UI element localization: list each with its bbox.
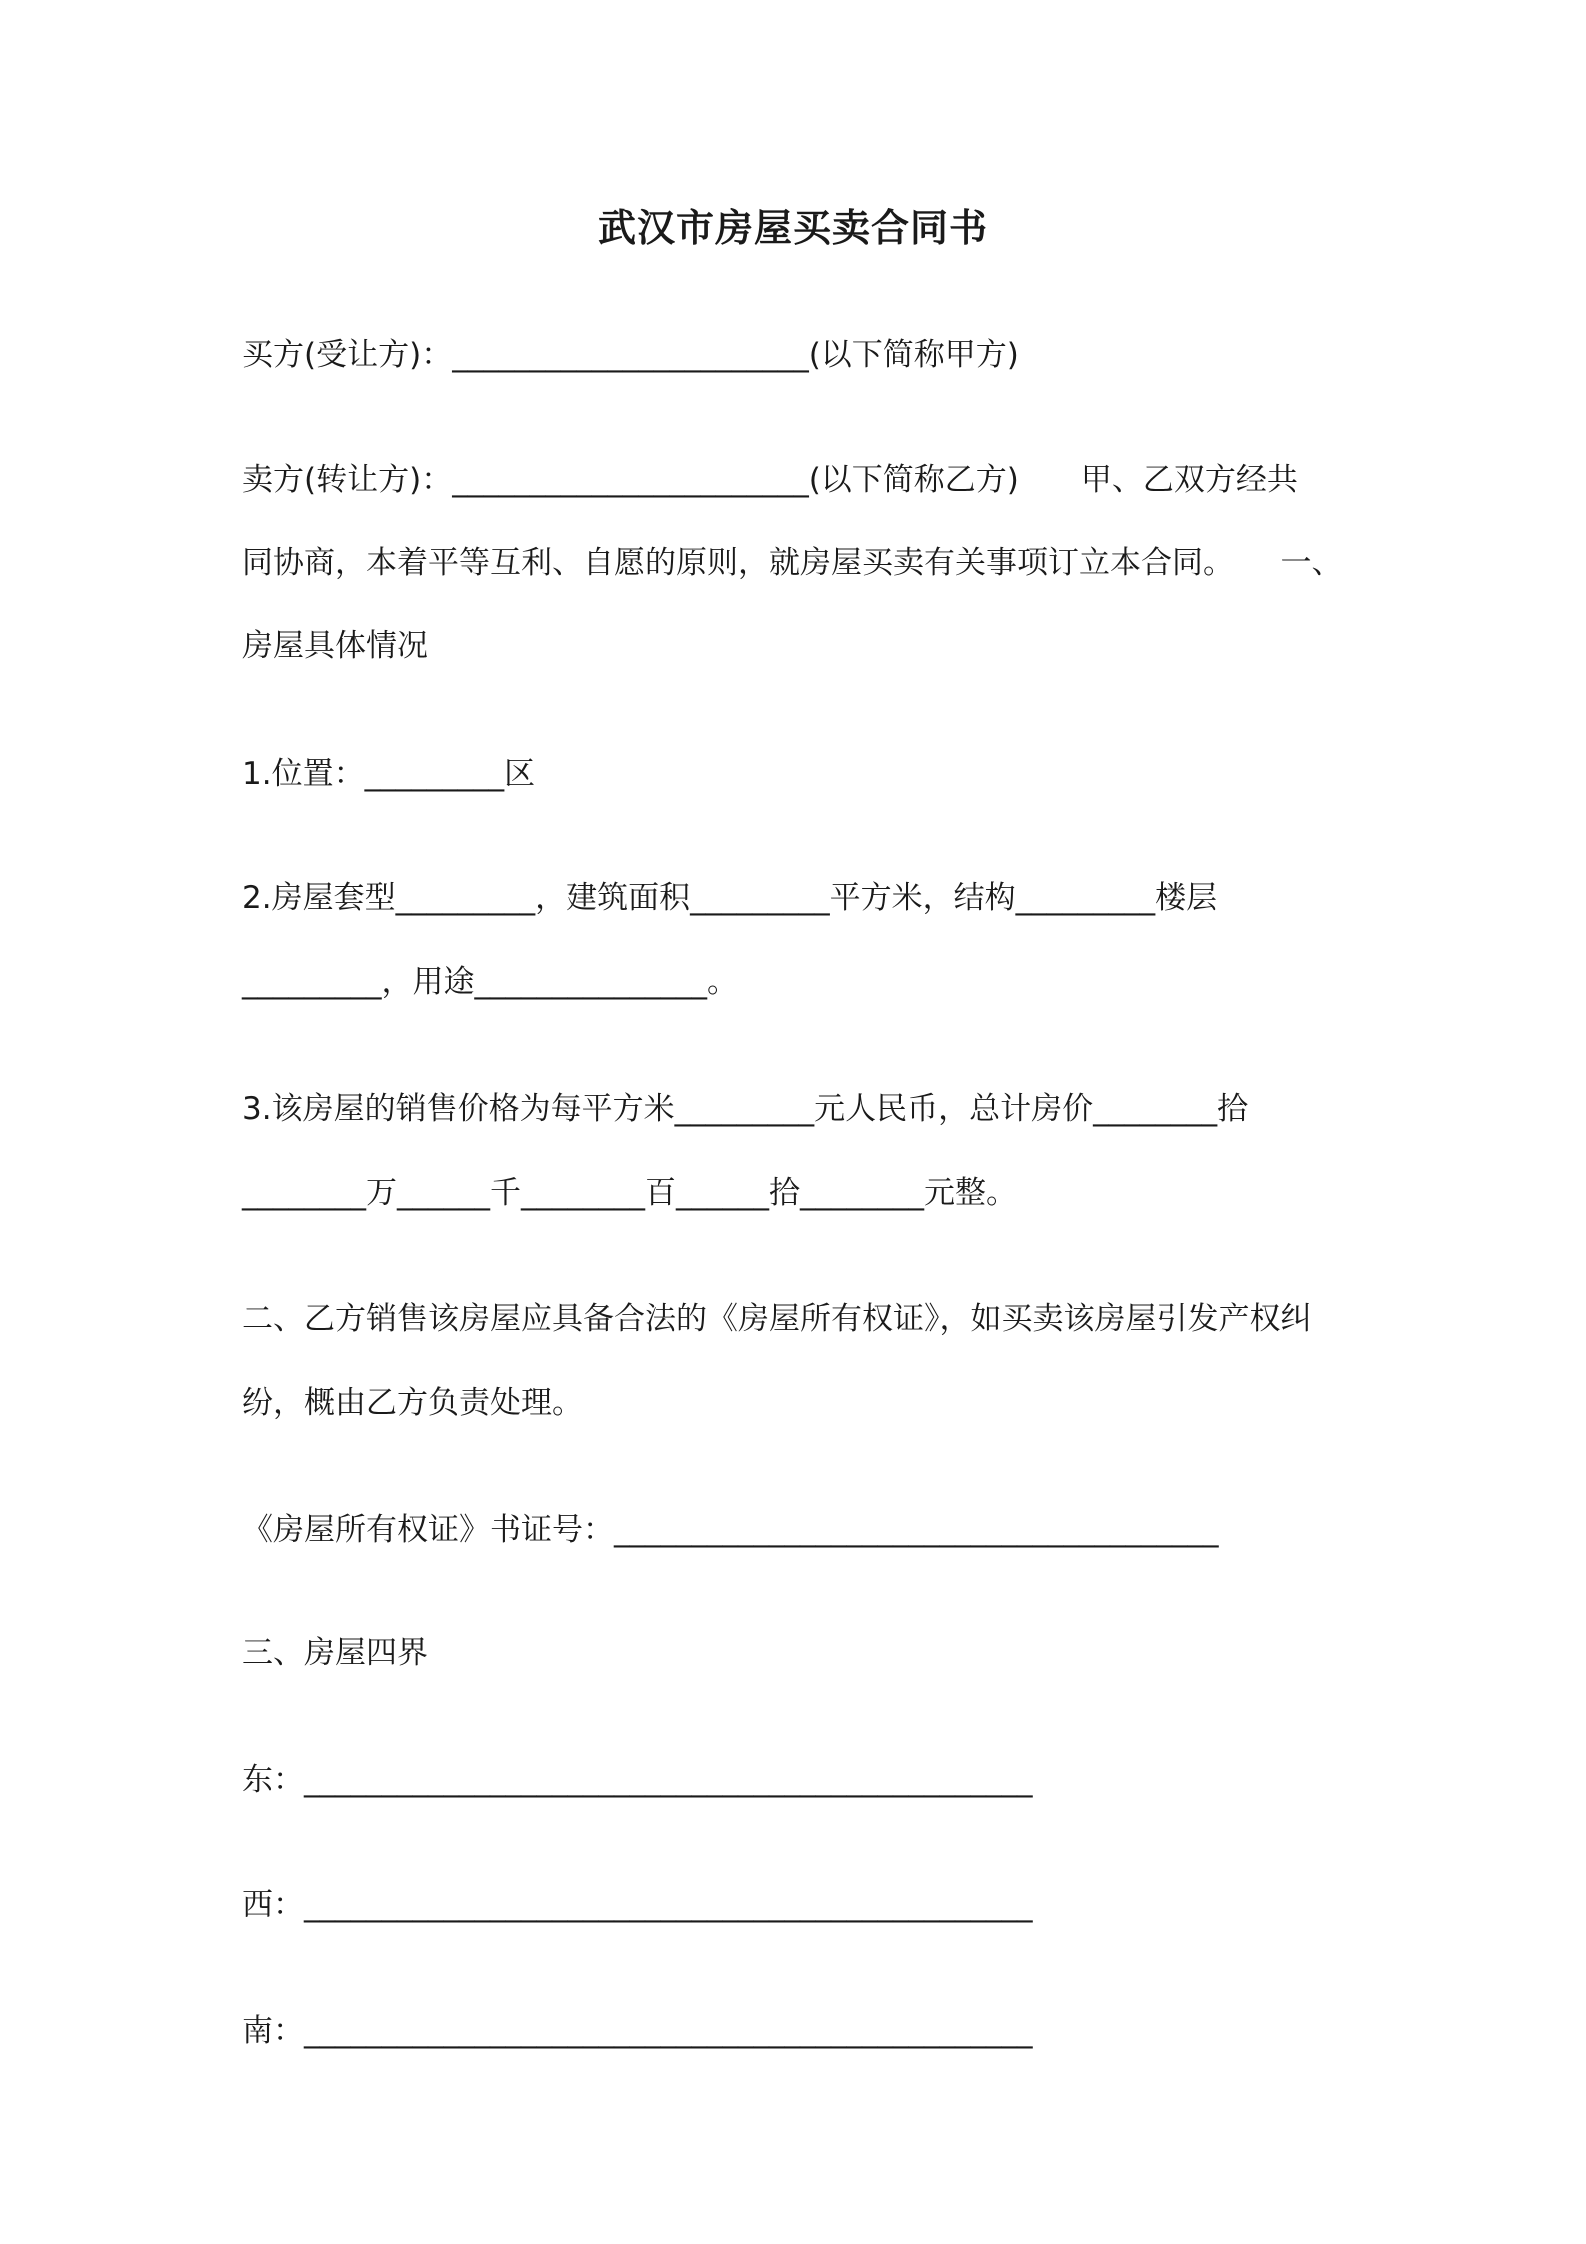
section-three-heading: 三、房屋四界 xyxy=(242,1635,428,1671)
seller-line: 卖方(转让方)：_______________________(以下简称乙方) 甲、乙双方经共 xyxy=(242,462,1298,498)
agreement-intro-line: 同协商，本着平等互利、自愿的原则，就房屋买卖有关事项订立本合同。 一、 xyxy=(242,545,1343,581)
boundary-west-line: 西：_______________________________________________ xyxy=(242,1887,1033,1923)
house-usage-line: _________，用途_______________。 xyxy=(242,964,738,1000)
document-title: 武汉市房屋买卖合同书 xyxy=(597,206,988,250)
location-line: 1.位置：_________区 xyxy=(242,756,536,792)
house-type-line: 2.房屋套型_________，建筑面积_________平方米，结构_________楼层 xyxy=(242,880,1218,916)
price-amount-line: ________万______千________百______拾________元整。 xyxy=(242,1175,1017,1211)
buyer-line: 买方(受让方)：_______________________(以下简称甲方) xyxy=(242,337,1019,373)
boundary-east-line: 东：_______________________________________________ xyxy=(242,1762,1033,1798)
section-one-heading: 房屋具体情况 xyxy=(242,628,428,664)
boundary-south-line: 南：_______________________________________________ xyxy=(242,2013,1033,2049)
certificate-number-line: 《房屋所有权证》书证号：_______________________________________ xyxy=(242,1512,1219,1548)
section-two-continuation: 纷，概由乙方负责处理。 xyxy=(242,1385,583,1421)
price-line: 3.该房屋的销售价格为每平方米_________元人民币，总计房价________拾 xyxy=(242,1091,1249,1127)
section-two-line: 二、乙方销售该房屋应具备合法的《房屋所有权证》，如买卖该房屋引发产权纠 xyxy=(242,1301,1312,1337)
